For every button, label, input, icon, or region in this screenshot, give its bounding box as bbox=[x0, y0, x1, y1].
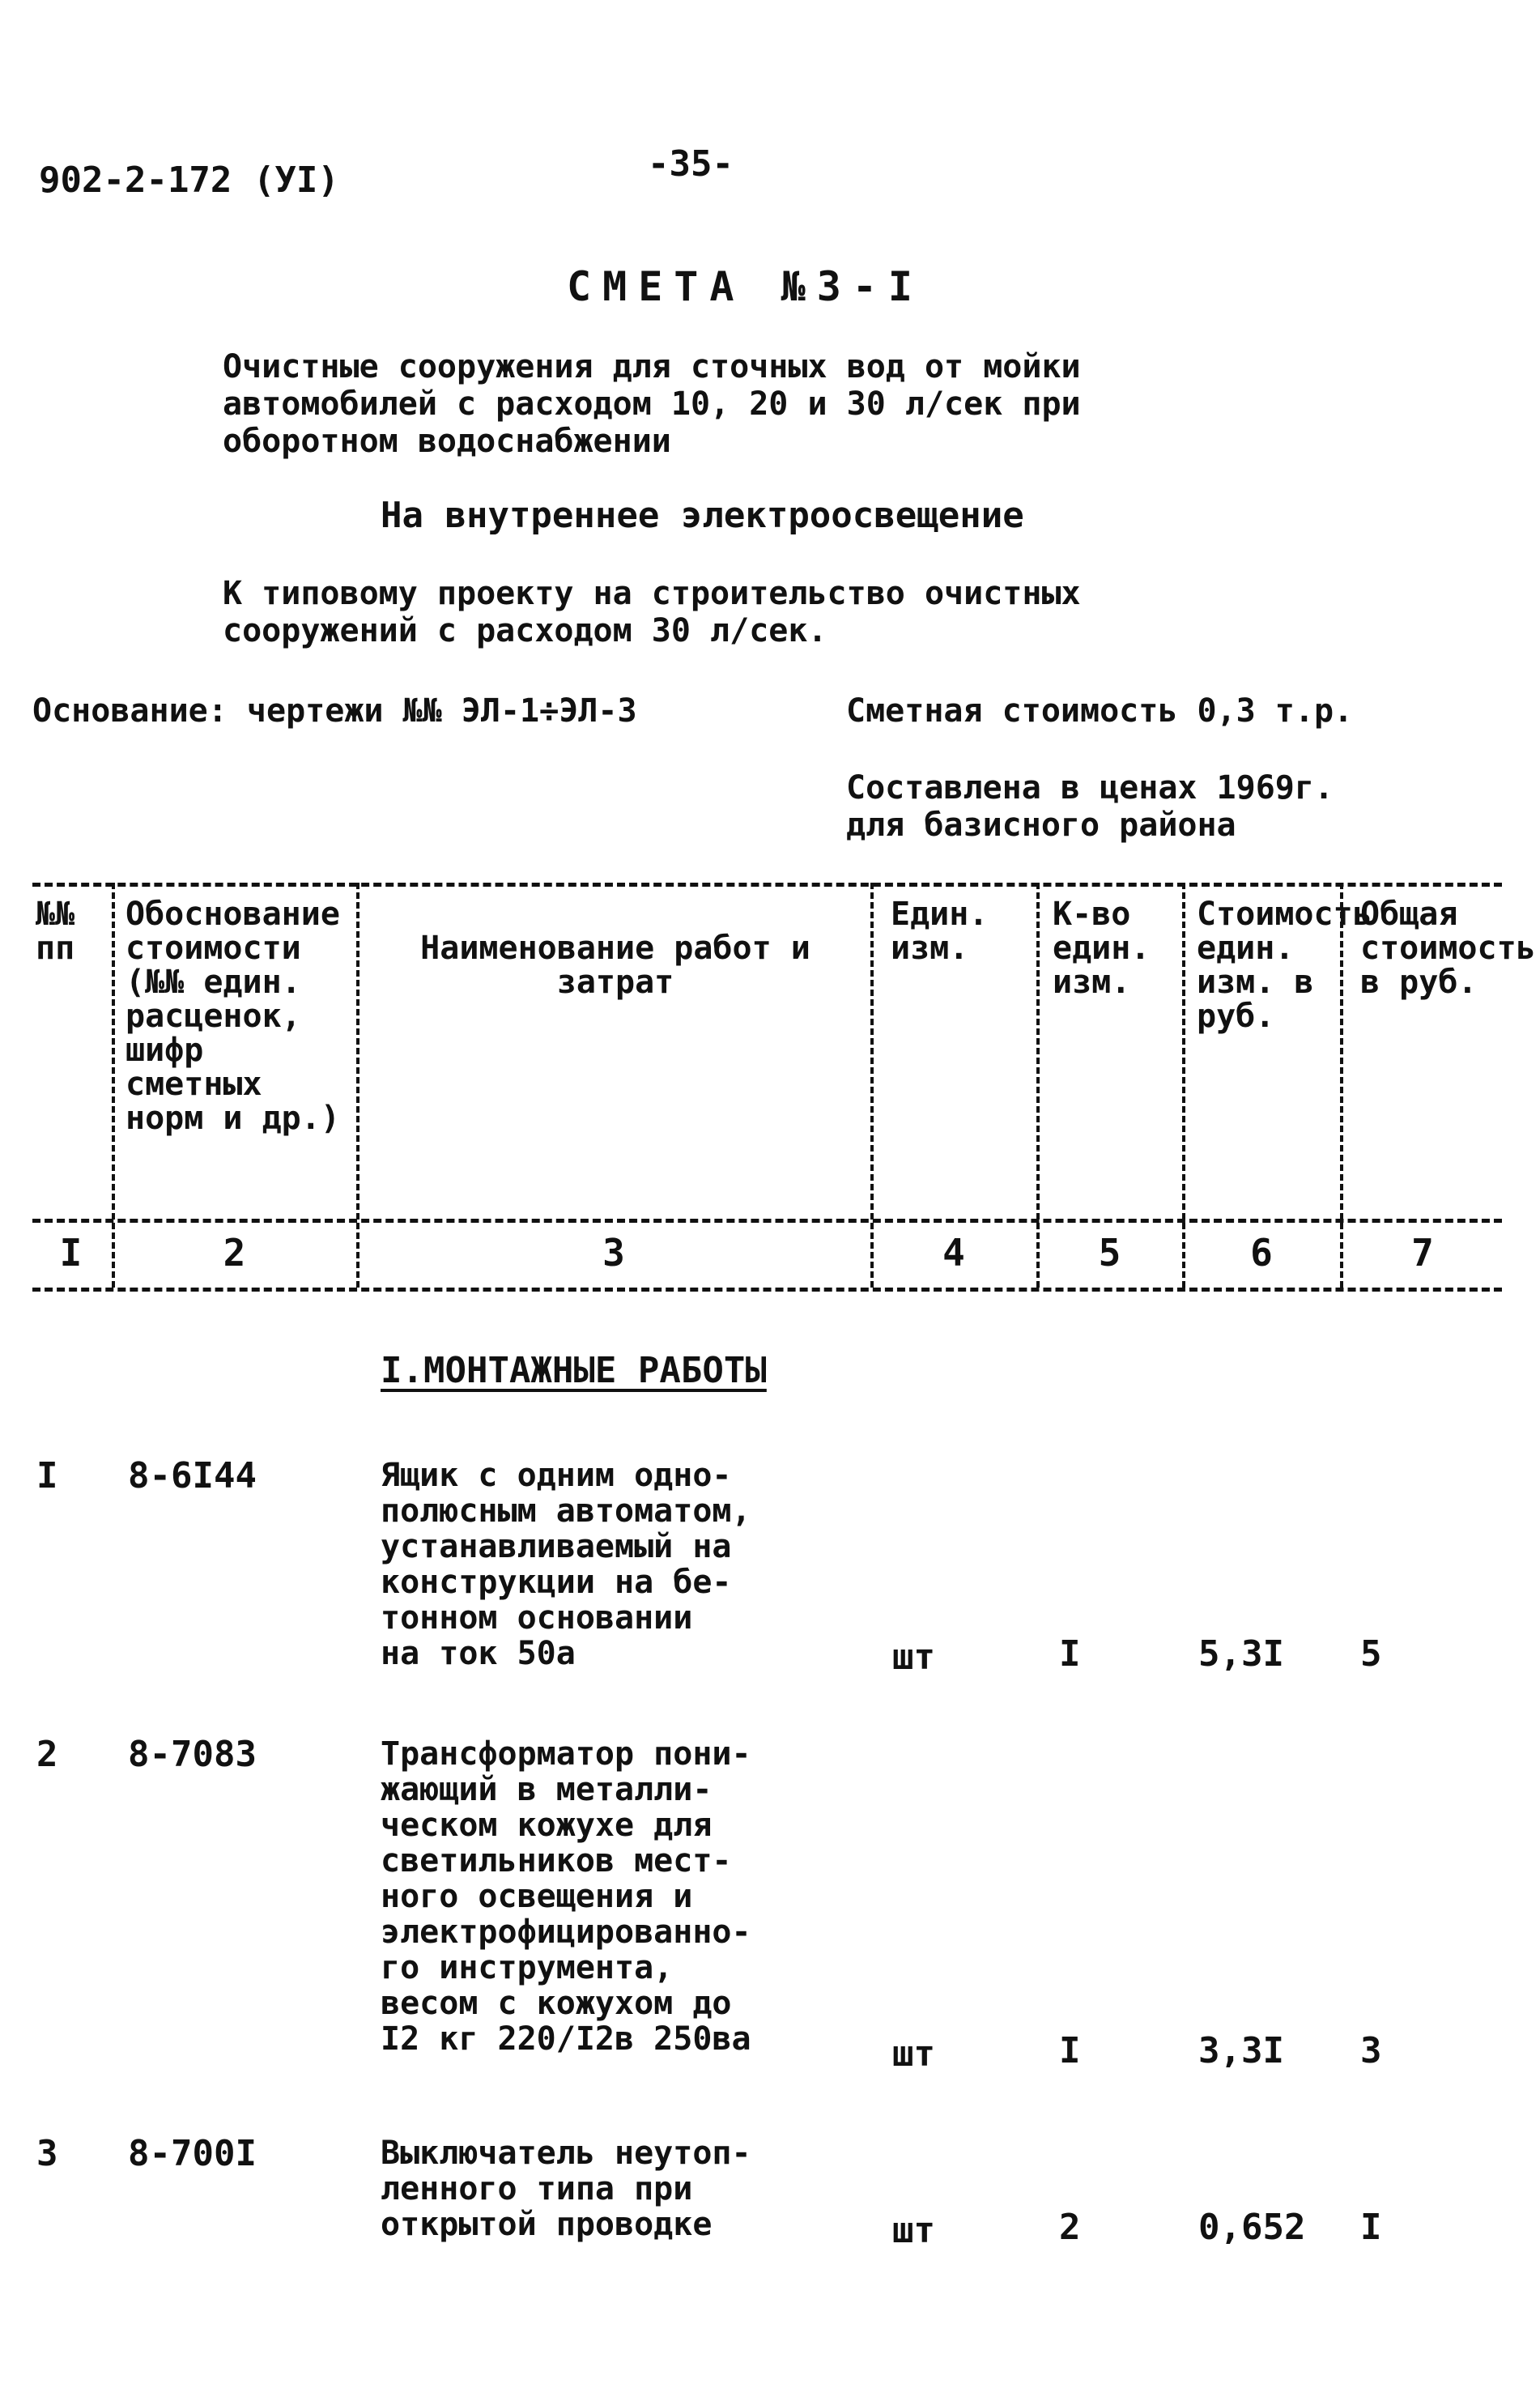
row-name-line: го инструмента, bbox=[381, 1949, 674, 1986]
row-name-line: Ящик с одним одно- bbox=[381, 1457, 732, 1494]
row-name bbox=[381, 1458, 751, 1671]
row-number: 2 bbox=[36, 1734, 58, 1775]
header-justification: Обоснование стоимости (№№ един. расценок, шифр сметных норм и др.) bbox=[125, 896, 340, 1137]
row-name-line: I2 кг 220/I2в 250ва bbox=[381, 2020, 751, 2058]
row-name-line: тонном основании bbox=[381, 1599, 693, 1637]
header-unit-price: Стоимость един. изм. в руб. bbox=[1197, 896, 1372, 1035]
row-unit: шт bbox=[892, 2210, 935, 2251]
column-number: 7 bbox=[1411, 1231, 1434, 1275]
row-code: 8-700I bbox=[128, 2133, 257, 2174]
row-quantity: I bbox=[1059, 2030, 1081, 2071]
column-number: I bbox=[59, 1231, 83, 1275]
column-divider bbox=[1340, 883, 1343, 1288]
column-divider bbox=[112, 883, 115, 1288]
estimate-scope: На внутреннее электроосвещение bbox=[381, 495, 1024, 536]
row-unit: шт bbox=[892, 2033, 935, 2075]
header-work-name: Наименование работ и затрат bbox=[420, 930, 810, 1001]
subtitle-line: Очистные сооружения для сточных вод от мойки bbox=[223, 348, 1081, 385]
project-reference bbox=[223, 575, 1081, 649]
column-divider bbox=[1182, 883, 1185, 1288]
basis-note: Основание: чертежи №№ ЭЛ-1÷ЭЛ-3 bbox=[32, 692, 637, 730]
row-number: 3 bbox=[36, 2133, 58, 2174]
column-divider bbox=[870, 883, 874, 1288]
row-code: 8-6I44 bbox=[128, 1455, 257, 1496]
row-quantity: I bbox=[1059, 1633, 1081, 1675]
document-subtitle bbox=[223, 348, 1081, 460]
row-code: 8-7083 bbox=[128, 1734, 257, 1775]
row-name-line: Трансформатор пони- bbox=[381, 1735, 751, 1773]
column-divider bbox=[356, 883, 359, 1288]
row-unit-price: 0,652 bbox=[1198, 2207, 1306, 2248]
estimated-cost: Сметная стоимость 0,3 т.р. bbox=[846, 692, 1354, 730]
document-code: 902-2-172 (УI) bbox=[39, 160, 339, 201]
row-name-line: электрофицированно- bbox=[381, 1914, 751, 1951]
row-unit-price: 5,3I bbox=[1198, 1633, 1284, 1675]
column-number: 4 bbox=[942, 1231, 965, 1275]
row-name-line: конструкции на бе- bbox=[381, 1564, 732, 1601]
row-name bbox=[381, 2135, 751, 2242]
row-name-line: на ток 50а bbox=[381, 1635, 576, 1672]
column-number: 3 bbox=[602, 1231, 625, 1275]
column-divider bbox=[1036, 883, 1040, 1288]
page-number: -35- bbox=[648, 143, 734, 185]
row-name-line: жающий в металли- bbox=[381, 1771, 713, 1808]
row-name-line: устанавливаемый на bbox=[381, 1528, 732, 1565]
row-name-line: ческом кожухе для bbox=[381, 1807, 713, 1844]
price-basis-line: Составлена в ценах 1969г. bbox=[846, 769, 1334, 807]
section-title: I.МОНТАЖНЫЕ РАБОТЫ bbox=[381, 1350, 767, 1391]
project-line: сооружений с расходом 30 л/сек. bbox=[223, 612, 827, 649]
row-quantity: 2 bbox=[1059, 2207, 1081, 2248]
price-basis-line: для базисного района bbox=[846, 807, 1236, 844]
row-total: 3 bbox=[1360, 2030, 1382, 2071]
row-number: I bbox=[36, 1455, 58, 1496]
price-basis bbox=[846, 769, 1334, 844]
document-title: СМЕТА №3-I bbox=[567, 263, 925, 310]
project-line: К типовому проекту на строительство очистных bbox=[223, 575, 1081, 612]
row-name-line: полюсным автоматом, bbox=[381, 1492, 751, 1530]
header-quantity: К-во един. изм. bbox=[1053, 896, 1151, 1001]
row-total: 5 bbox=[1360, 1633, 1382, 1675]
row-name-line: весом с кожухом до bbox=[381, 1985, 732, 2022]
table-top-rule bbox=[32, 883, 1502, 887]
row-name-line: светильников мест- bbox=[381, 1842, 732, 1880]
row-name bbox=[381, 1736, 751, 2057]
column-number: 2 bbox=[223, 1231, 246, 1275]
row-unit-price: 3,3I bbox=[1198, 2030, 1284, 2071]
subtitle-line: автомобилей с расходом 10, 20 и 30 л/сек при bbox=[223, 385, 1081, 423]
row-name-line: ленного типа при bbox=[381, 2170, 693, 2207]
subtitle-line: оборотном водоснабжении bbox=[223, 423, 671, 460]
table-numbers-rule bbox=[32, 1288, 1502, 1292]
table-header-rule bbox=[32, 1219, 1502, 1223]
header-unit: Един. изм. bbox=[891, 896, 989, 967]
row-name-line: Выключатель неутоп- bbox=[381, 2135, 751, 2172]
column-number: 5 bbox=[1098, 1231, 1121, 1275]
row-name-line: открытой проводке bbox=[381, 2206, 713, 2243]
header-row-number: №№ пп bbox=[36, 896, 75, 967]
header-total-cost: Общая стоимость в руб. bbox=[1360, 896, 1536, 1001]
row-total: I bbox=[1360, 2207, 1382, 2248]
row-name-line: ного освещения и bbox=[381, 1878, 693, 1915]
row-unit: шт bbox=[892, 1637, 935, 1678]
column-number: 6 bbox=[1250, 1231, 1273, 1275]
